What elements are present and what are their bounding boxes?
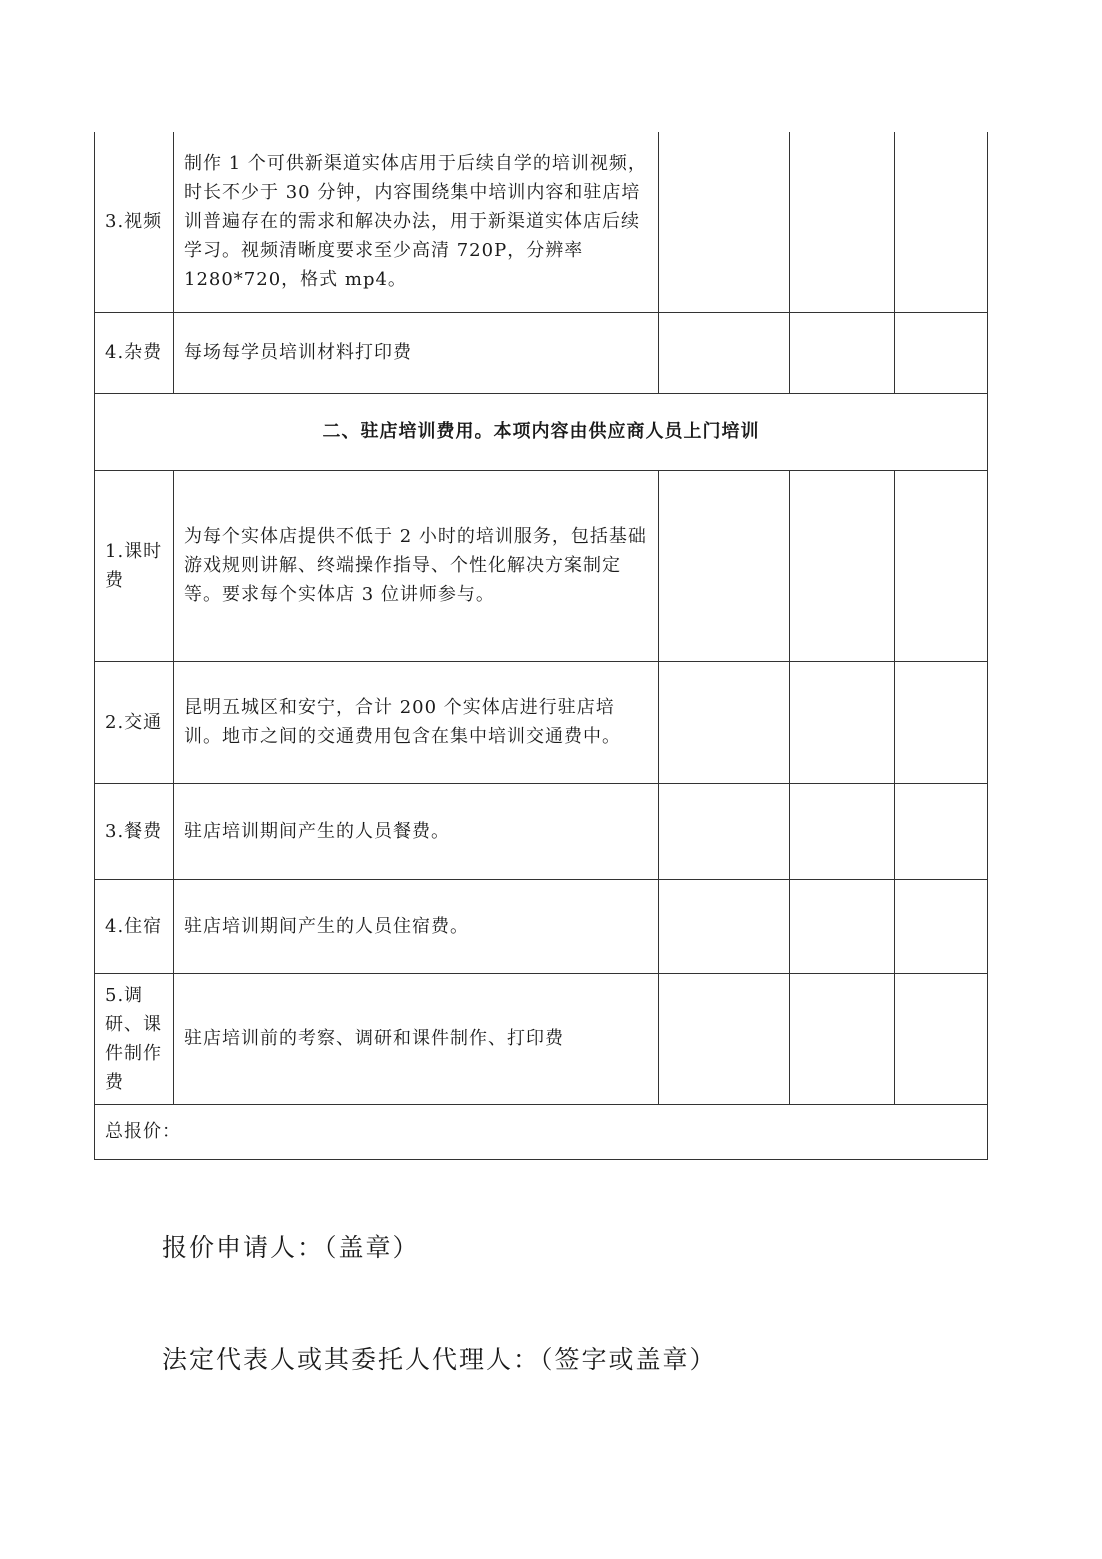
table-row	[95, 783, 988, 879]
item-description-cell: 制作 1 个可供新渠道实体店用于后续自学的培训视频，时长不少于 30 分钟，内容围绕集中培训内容和驻店培训普遍存在的需求和解决办法，用于新渠道实体店后续学习。视频清晰度要求至少高清 720P，分辨率 1280*720，格式 mp4。	[174, 132, 659, 312]
item-description-cell: 为每个实体店提供不低于 2 小时的培训服务，包括基础游戏规则讲解、终端操作指导、个性化解决方案制定等。要求每个实体店 3 位讲师参与。	[174, 470, 659, 661]
item-description-cell: 驻店培训前的考察、调研和课件制作、打印费	[174, 973, 659, 1104]
price-cell	[659, 312, 790, 393]
table-row	[95, 973, 988, 1104]
amount-cell	[895, 973, 988, 1104]
amount-cell	[895, 783, 988, 879]
price-cell	[659, 879, 790, 973]
quotation-table	[94, 132, 988, 1160]
item-name-cell: 5.调研、课件制作费	[95, 973, 174, 1104]
table-row	[95, 661, 988, 783]
quantity-cell	[790, 783, 895, 879]
price-cell	[659, 973, 790, 1104]
table-row	[95, 132, 988, 312]
item-name-cell: 4.杂费	[95, 312, 174, 393]
price-cell	[659, 661, 790, 783]
applicant-signature-line: 报价申请人：（盖章）	[162, 1233, 420, 1262]
quantity-cell	[790, 973, 895, 1104]
total-row	[95, 1104, 988, 1159]
table-row	[95, 470, 988, 661]
amount-cell	[895, 879, 988, 973]
table-row	[95, 312, 988, 393]
item-description-cell: 昆明五城区和安宁，合计 200 个实体店进行驻店培训。地市之间的交通费用包含在集中培训交通费中。	[174, 661, 659, 783]
amount-cell	[895, 470, 988, 661]
item-name-cell: 3.餐费	[95, 783, 174, 879]
total-quote-label: 总报价：	[95, 1104, 988, 1159]
amount-cell	[895, 661, 988, 783]
item-name-cell: 3.视频	[95, 132, 174, 312]
item-name-cell: 2.交通	[95, 661, 174, 783]
price-cell	[659, 783, 790, 879]
section-heading: 二、驻店培训费用。本项内容由供应商人员上门培训	[95, 393, 988, 470]
section-header-row	[95, 393, 988, 470]
table-row	[95, 879, 988, 973]
price-cell	[659, 132, 790, 312]
item-description-cell: 驻店培训期间产生的人员住宿费。	[174, 879, 659, 973]
item-description-cell: 每场每学员培训材料打印费	[174, 312, 659, 393]
quantity-cell	[790, 312, 895, 393]
representative-signature-line: 法定代表人或其委托人代理人：（签字或盖章）	[162, 1345, 717, 1374]
quantity-cell	[790, 470, 895, 661]
amount-cell	[895, 132, 988, 312]
quantity-cell	[790, 132, 895, 312]
quantity-cell	[790, 661, 895, 783]
amount-cell	[895, 312, 988, 393]
price-cell	[659, 470, 790, 661]
item-name-cell: 4.住宿	[95, 879, 174, 973]
item-description-cell: 驻店培训期间产生的人员餐费。	[174, 783, 659, 879]
item-name-cell: 1.课时费	[95, 470, 174, 661]
quantity-cell	[790, 879, 895, 973]
